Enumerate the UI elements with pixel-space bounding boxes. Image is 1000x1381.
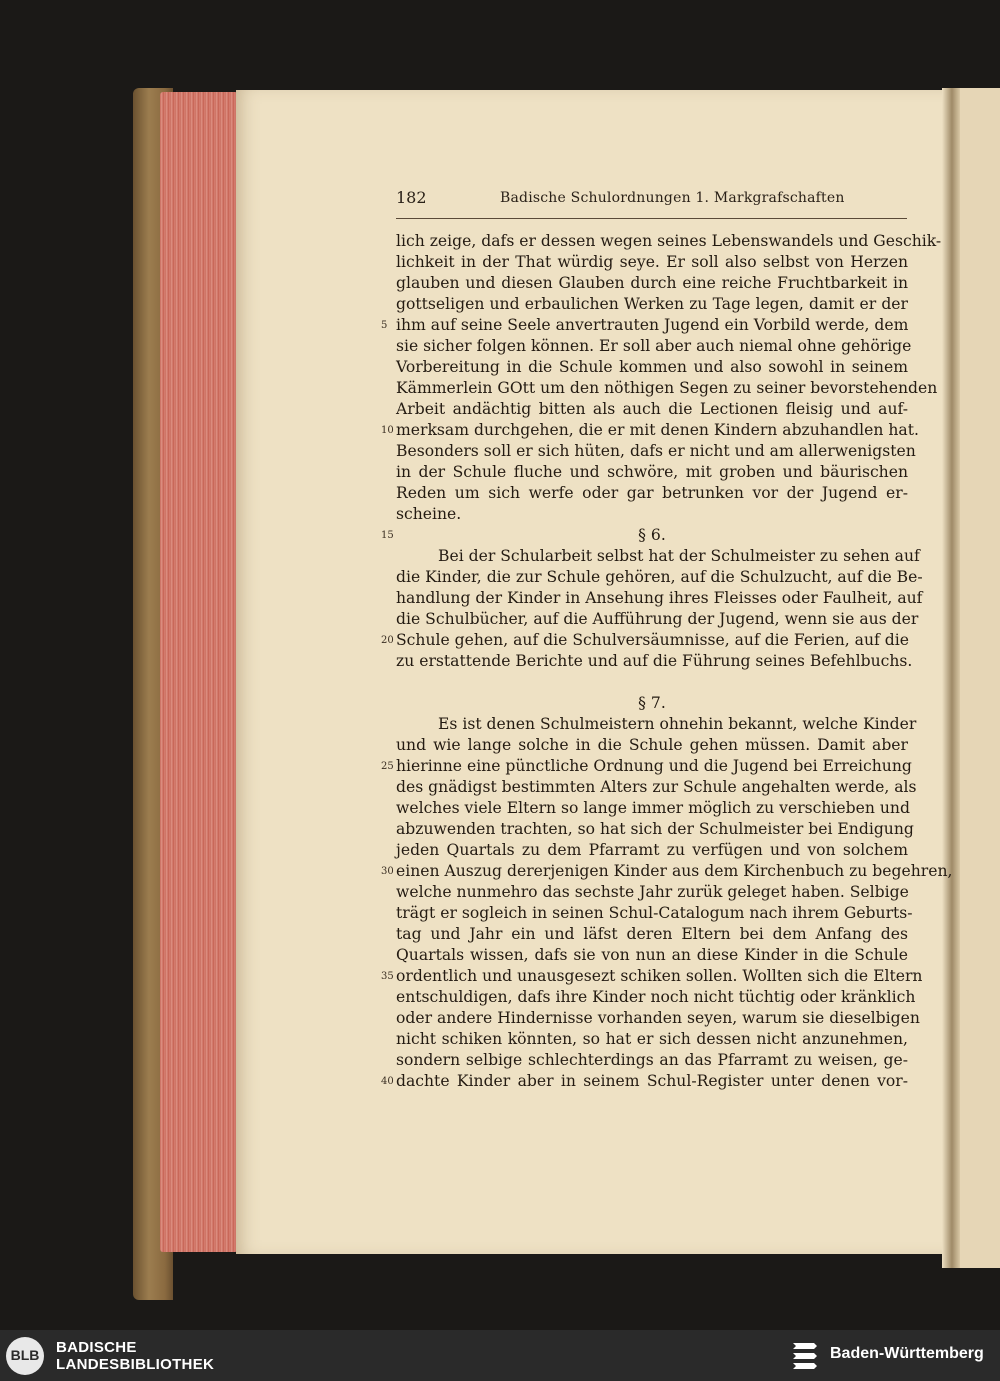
line-number: 20 bbox=[381, 635, 394, 646]
line-text: Schule gehen, auf die Schulversäumnisse, auf die Ferien, auf die bbox=[396, 631, 909, 649]
state-label: Baden-Württemberg bbox=[830, 1345, 984, 1362]
text-line bbox=[396, 882, 908, 903]
line-text: Quartals wissen, dafs sie von nun an diese Kinder in die Schule bbox=[396, 946, 908, 964]
line-text: die Kinder, die zur Schule gehören, auf die Schulzucht, auf die Be- bbox=[396, 568, 923, 586]
footer-bar bbox=[0, 1330, 1000, 1381]
line-text: hierinne eine pünctliche Ordnung und die Jugend bei Erreichung bbox=[396, 757, 912, 775]
text-line bbox=[396, 714, 917, 735]
section-heading bbox=[396, 693, 908, 714]
line-text: Kämmerlein GOtt um den nöthigen Segen zu seiner bevorstehenden bbox=[396, 379, 938, 397]
text-line bbox=[396, 294, 908, 315]
page-body bbox=[381, 231, 953, 1092]
page-edges bbox=[160, 92, 238, 1252]
line-text: entschuldigen, dafs ihre Kinder noch nicht tüchtig oder kränklich bbox=[396, 988, 916, 1006]
line-text: Reden um sich werfe oder gar betrunken vor der Jugend er- bbox=[396, 484, 908, 502]
text-line bbox=[396, 903, 913, 924]
text-line bbox=[396, 588, 923, 609]
page-header bbox=[396, 188, 907, 212]
text-line bbox=[396, 378, 938, 399]
line-number: 40 bbox=[381, 1076, 394, 1087]
text-line bbox=[396, 840, 908, 861]
text-line bbox=[381, 966, 923, 987]
text-line bbox=[396, 672, 908, 693]
text-line bbox=[396, 252, 908, 273]
text-line bbox=[396, 399, 908, 420]
line-text: Besonders soll er sich hüten, dafs er nicht und am allerwenigsten bbox=[396, 442, 916, 460]
line-text: welche nunmehro das sechste Jahr zurük geleget haben. Selbige bbox=[396, 883, 909, 901]
text-line bbox=[396, 609, 919, 630]
text-line bbox=[396, 987, 916, 1008]
running-head: Badische Schulordnungen 1. Markgrafschaften bbox=[500, 190, 845, 206]
text-line bbox=[396, 462, 908, 483]
text-line bbox=[396, 441, 916, 462]
line-text: trägt er sogleich in seinen Schul-Catalogum nach ihrem Geburts- bbox=[396, 904, 913, 922]
text-line bbox=[381, 630, 909, 651]
text-line bbox=[396, 273, 908, 294]
text-line bbox=[396, 777, 917, 798]
text-line bbox=[396, 924, 908, 945]
header-rule bbox=[396, 218, 907, 219]
line-text: lich zeige, dafs er dessen wegen seines Lebenswandels und Geschik- bbox=[396, 232, 942, 250]
line-text: scheine. bbox=[396, 505, 462, 523]
text-line bbox=[381, 756, 912, 777]
line-number: 5 bbox=[381, 320, 388, 331]
text-line bbox=[381, 420, 919, 441]
line-text: § 7. bbox=[638, 694, 666, 712]
text-line bbox=[381, 1071, 908, 1092]
line-text: die Schulbücher, auf die Aufführung der Jugend, wenn sie aus der bbox=[396, 610, 919, 628]
text-line bbox=[396, 546, 920, 567]
line-text: einen Auszug dererjenigen Kinder aus dem Kirchenbuch zu begehren, bbox=[396, 862, 953, 880]
text-line bbox=[396, 735, 908, 756]
line-text: oder andere Hindernisse vorhanden seyen, warum sie dieselbigen bbox=[396, 1009, 920, 1027]
library-name: BADISCHE LANDESBIBLIOTHEK bbox=[56, 1339, 215, 1373]
line-text: sondern selbige schlechterdings an das Pfarramt zu weisen, ge- bbox=[396, 1051, 908, 1069]
book-gutter bbox=[942, 88, 960, 1268]
line-text: Vorbereitung in die Schule kommen und also sowohl in seinem bbox=[396, 358, 908, 376]
line-text: Es ist denen Schulmeistern ohnehin bekannt, welche Kinder bbox=[438, 715, 917, 733]
line-text: dachte Kinder aber in seinem Schul-Register unter denen vor- bbox=[396, 1072, 908, 1090]
line-text: handlung der Kinder in Ansehung ihres Fleisses oder Faulheit, auf bbox=[396, 589, 923, 607]
text-line bbox=[396, 336, 912, 357]
text-line bbox=[396, 1029, 908, 1050]
line-text: merksam durchgehen, die er mit denen Kindern abzuhandlen hat. bbox=[396, 421, 919, 439]
text-line bbox=[396, 798, 908, 819]
line-text: und wie lange solche in die Schule gehen müssen. Damit aber bbox=[396, 736, 908, 754]
line-text: in der Schule fluche und schwöre, mit groben und bäurischen bbox=[396, 463, 908, 481]
line-text: abzuwenden trachten, so hat sich der Schulmeister bei Endigung bbox=[396, 820, 914, 838]
text-line bbox=[381, 861, 953, 882]
state-lion-icon bbox=[790, 1339, 820, 1373]
line-number: 35 bbox=[381, 971, 394, 982]
text-line bbox=[396, 651, 913, 672]
line-text: tag und Jahr ein und läfst deren Eltern bei dem Anfang des bbox=[396, 925, 908, 943]
text-line bbox=[396, 1008, 920, 1029]
text-line bbox=[396, 945, 908, 966]
line-text: gottseligen und erbaulichen Werken zu Tage legen, damit er der bbox=[396, 295, 908, 313]
text-line bbox=[396, 567, 923, 588]
line-text: nicht schiken könnten, so hat er sich dessen nicht anzunehmen, bbox=[396, 1030, 908, 1048]
text-line bbox=[396, 357, 908, 378]
text-line bbox=[396, 504, 908, 525]
line-number: 25 bbox=[381, 761, 394, 772]
line-text: ordentlich und unausgesezt schiken sollen. Wollten sich die Eltern bbox=[396, 967, 923, 985]
line-text: ihm auf seine Seele anvertrauten Jugend ein Vorbild werde, dem bbox=[396, 316, 909, 334]
text-line bbox=[396, 819, 914, 840]
page-number: 182 bbox=[396, 188, 427, 207]
line-text: des gnädigst bestimmten Alters zur Schule angehalten werde, als bbox=[396, 778, 917, 796]
line-text: zu erstattende Berichte und auf die Führung seines Befehlbuchs. bbox=[396, 652, 913, 670]
line-text: glauben und diesen Glauben durch eine reiche Fruchtbarkeit in bbox=[396, 274, 908, 292]
line-number: 30 bbox=[381, 866, 394, 877]
section-heading bbox=[381, 525, 908, 546]
line-text: Arbeit andächtig bitten als auch die Lectionen fleisig und auf- bbox=[396, 400, 908, 418]
line-number: 10 bbox=[381, 425, 394, 436]
line-text: sie sicher folgen können. Er soll aber auch niemal ohne gehörige bbox=[396, 337, 912, 355]
blb-logo[interactable]: BLB bbox=[6, 1337, 44, 1375]
text-line bbox=[396, 483, 908, 504]
line-text: lichkeit in der That würdig seye. Er soll also selbst von Herzen bbox=[396, 253, 908, 271]
line-text: § 6. bbox=[638, 526, 666, 544]
line-text: jeden Quartals zu dem Pfarramt zu verfügen und von solchem bbox=[396, 841, 908, 859]
line-number: 15 bbox=[381, 530, 394, 541]
line-text: Bei der Schularbeit selbst hat der Schulmeister zu sehen auf bbox=[438, 547, 920, 565]
text-line bbox=[396, 231, 942, 252]
text-line bbox=[396, 1050, 908, 1071]
text-line bbox=[381, 315, 909, 336]
line-text: welches viele Eltern so lange immer möglich zu verschieben und bbox=[396, 799, 910, 817]
